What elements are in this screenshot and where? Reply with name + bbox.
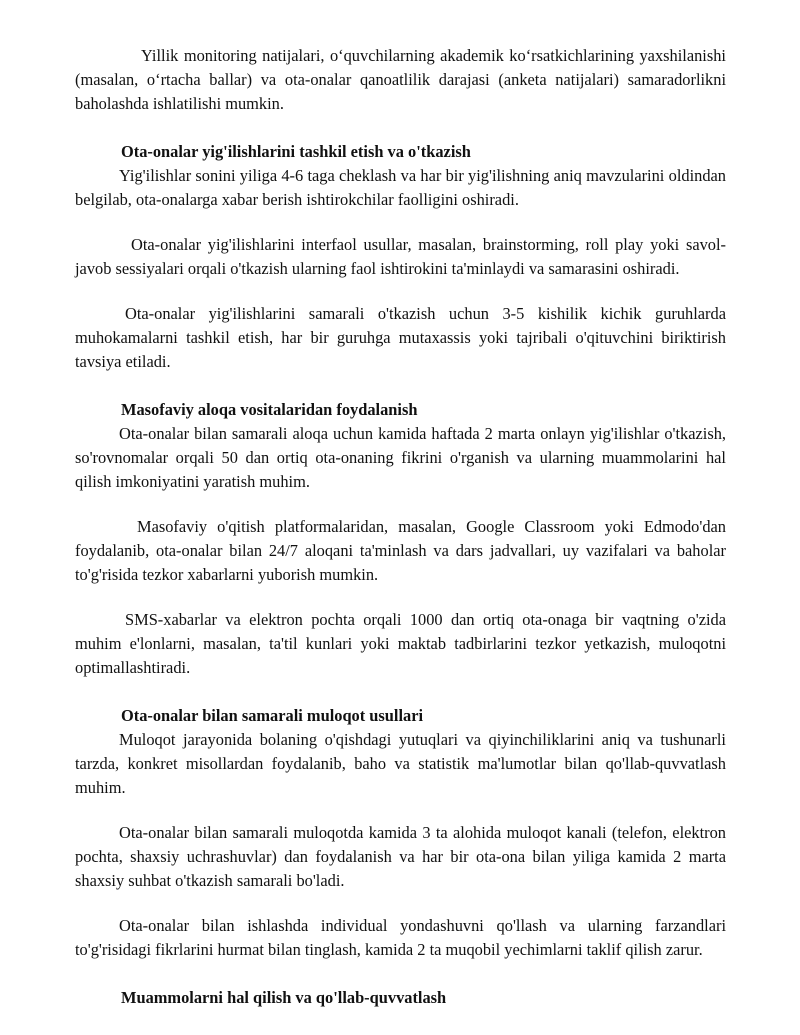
paragraph-individual-approach: Ota-onalar bilan ishlashda individual yondashuvni qo'llash va ularning farzandlari to'g'risidagi fikrlarini hurmat bilan tinglash, kamida 2 ta muqobil yechimlarni taklif qilish zarur. — [75, 916, 726, 959]
paragraph-monitoring-results: Yillik monitoring natijalari, o‘quvchilarning akademik ko‘rsatkichlarining yaxshilanishi (masalan, o‘rtacha ballar) va ota-onalar qanoatlilik darajasi (anketa natijalari) samaradorlikni baholashda ishlatilishi mumkin. — [75, 46, 726, 113]
paragraph-meeting-frequency: Yig'ilishlar sonini yiliga 4-6 taga cheklash va har bir yig'ilishning aniq mavzularini oldindan belgilab, ota-onalarga xabar berish ishtirokchilar faolligini oshiradi. — [75, 166, 726, 209]
paragraph-small-groups: Ota-onalar yig'ilishlarini samarali o'tkazish uchun 3-5 kishilik kichik guruhlarda muhokamalarni tashkil etish, har bir guruhga mutaxassis yoki tajribali o'qituvchini biriktirish tavsiya etiladi. — [75, 304, 726, 371]
paragraph-distance-platforms: Masofaviy o'qitish platformalaridan, masalan, Google Classroom yoki Edmodo'dan foydalanib, ota-onalar bilan 24/7 aloqani ta'minlash va dars jadvallari, uy vazifalari va baholar to'g'risida tezkor xabarlarni yuborish mumkin. — [75, 517, 726, 584]
paragraph-sms-email: SMS-xabarlar va elektron pochta orqali 1000 dan ortiq ota-onaga bir vaqtning o'zida muhim e'lonlarni, masalan, ta'til kunlari yoki maktab tadbirlarini tezkor yetkazish, muloqotni optimallashtiradi. — [75, 610, 726, 677]
paragraph-communication-channels: Ota-onalar bilan samarali muloqotda kamida 3 ta alohida muloqot kanali (telefon, elektron pochta, shaxsiy uchrashuvlar) dan foydalanish va har bir ota-ona bilan yiliga kamida 2 marta shaxsiy suhbat o'tkazish samarali bo'ladi. — [75, 823, 726, 890]
document-page — [75, 44, 726, 1010]
paragraph-communication-process: Muloqot jarayonida bolaning o'qishdagi yutuqlari va qiyinchiliklarini aniq va tushunarli tarzda, konkret misollardan foydalanib, baho va statistik ma'lumotlar bilan qo'llab-quvvatlash muhim. — [75, 730, 726, 797]
heading-remote-communication: Masofaviy aloqa vositalaridan foydalanish — [121, 400, 418, 419]
heading-parent-meetings: Ota-onalar yig'ilishlarini tashkil etish va o'tkazish — [121, 142, 471, 161]
paragraph-online-meetings: Ota-onalar bilan samarali aloqa uchun kamida haftada 2 marta onlayn yig'ilishlar o'tkazish, so'rovnomalar orqali 50 dan ortiq ota-onaning fikrini o'rganish va ularning muammolarini hal qilish imkoniyatini yaratish muhim. — [75, 424, 726, 491]
heading-problem-solving: Muammolarni hal qilish va qo'llab-quvvatlash — [121, 988, 447, 1007]
heading-effective-communication: Ota-onalar bilan samarali muloqot usullari — [121, 706, 424, 725]
paragraph-interactive-methods: Ota-onalar yig'ilishlarini interfaol usullar, masalan, brainstorming, roll play yoki savol-javob sessiyalari orqali o'tkazish ularning faol ishtirokini ta'minlaydi va samarasini oshiradi. — [75, 235, 726, 278]
